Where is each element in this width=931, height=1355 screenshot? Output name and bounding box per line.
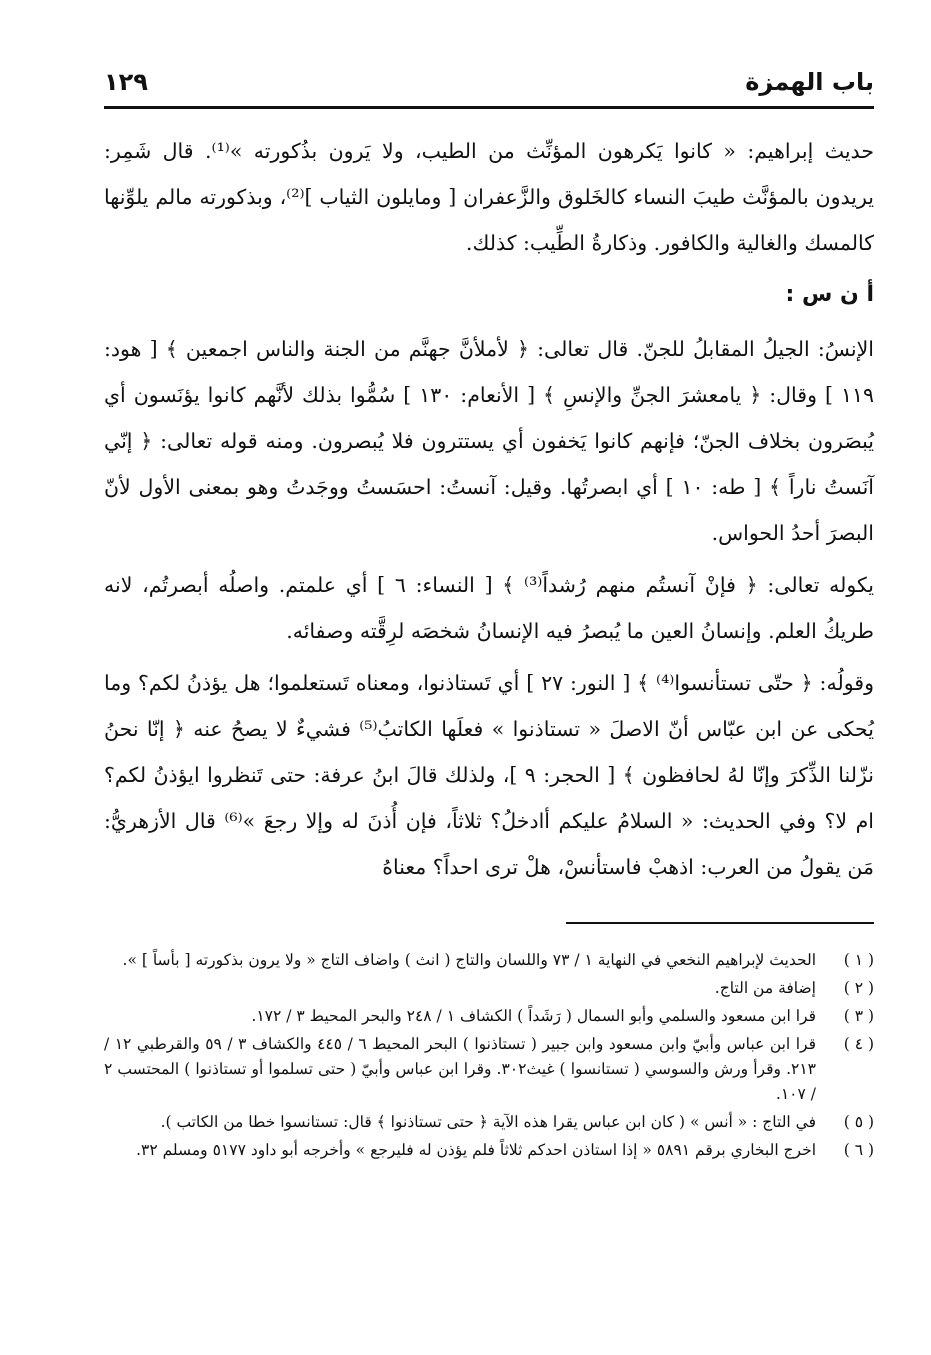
paragraph-1: حديث إبراهيم: « كانوا يَكرهون المؤنِّث من الطيب، ولا يَرون بذُكورته »⁽¹⁾. قال شَمِر: يريدون بالمؤنَّث طيبَ النساء كالخَلوق والزَّعفران [ ومايلون الثياب ]⁽²⁾، وبذكورته مالم يلوِّنها كالمسك والغالية والكافور. وذكارةُ الطِّيب: كذلك. [104, 139, 874, 255]
footnotes [104, 948, 874, 1166]
footnote-number: ( ٥ ) [843, 1113, 874, 1131]
main-text [104, 128, 874, 896]
footnote [104, 1004, 874, 1029]
footnote-number: ( ٣ ) [843, 1007, 874, 1025]
footnote [104, 948, 874, 973]
paragraph-3: يكوله تعالى: ﴿ فإنْ آنستُم منهم رُشداً⁽³⁾ ﴾ [ النساء: ٦ ] أي علمتم. واصلُه أبصرتُم، لانه طريكُ العلم. وإنسانُ العين ما يُبصرُ فيه الإنسانُ شخصَه لرِقَّته وصفائه. [104, 573, 874, 643]
footnote-number: ( ٦ ) [843, 1141, 874, 1159]
section-heading: أ ن س : [785, 282, 874, 307]
footnote-text: قرا ابن عباس وأبيّ وابن مسعود وابن جبير ( تستاذنوا ) البحر المحيط ٦ / ٤٤٥ والكشاف ٣ / ٥٩ والقرطبي ١٢ / ٢١٣. وقرأ ورش والسوسي ( تستانسوا ) غيث٣٠٢. وقرا ابن عباس وأبيّ ( حتى تسلموا أو تستاذنوا ) المحتسب ٢ / ١٠٧. [104, 1035, 816, 1103]
page-number: ١٢٩ [104, 68, 148, 96]
footnote [104, 1032, 874, 1107]
footnote-text: في التاج : « أنس » ( كان ابن عباس يقرا هذه الآية ﴿ حتى تستاذنوا ﴾ قال: تستانسوا خطا من الكاتب ). [160, 1113, 816, 1131]
paragraph-2: الإنسُ: الجيلُ المقابلُ للجنّ. قال تعالى: ﴿ لأملأنَّ جهنَّم من الجنة والناس اجمعين ﴾ [ هود: ١١٩ ] وقال: ﴿ يامعشرَ الجنِّ والإنسِ ﴾ [ الأنعام: ١٣٠ ] سُمُّوا بذلك لأنَّهم كانوا يؤنَسون أي يُبصَرون بخلاف الجنّ؛ فإنهم كانوا يَخفون أي يستترون فلا يُبصرون. ومنه قوله تعالى: ﴿ إنّي آنَستُ ناراً ﴾ [ طه: ١٠ ] أي ابصرتُها. وقيل: آنستُ: احسَستُ ووجَدتُ وهو بمعنى الأول لأنّ البصرَ أحدُ الحواس. [104, 337, 875, 545]
footnote-text: الحديث لإبراهيم النخعي في النهاية ١ / ٧٣ واللسان والتاج ( انث ) واضاف التاج « ولا يرون بذكورته [ بأساً ] ». [122, 951, 816, 969]
header-rule [104, 106, 874, 109]
footnote-text: إضافة من التاج. [714, 979, 816, 997]
footnote-rule [566, 922, 874, 924]
footnote-number: ( ١ ) [843, 951, 874, 969]
footnote-text: قرا ابن مسعود والسلمي وأبو السمال ( رَشَداً ) الكشاف ١ / ٢٤٨ والبحر المحيط ٣ / ١٧٢. [251, 1007, 816, 1025]
chapter-title: باب الهمزة [745, 68, 874, 96]
paragraph-4: وقولُه: ﴿ حتّى تستأنسوا⁽⁴⁾ ﴾ [ النور: ٢٧ ] أي تَستاذنوا، ومعناه تَستعلموا؛ هل يؤذنُ لكم؟ وما يُحكى عن ابن عبّاس أنّ الاصلَ « تستاذنوا » فعلَها الكاتبُ⁽⁵⁾ فشيءٌ لا يصحُ عنه ﴿ إنّا نحنُ نزّلنا الذِّكرَ وإنّا لهُ لحافظون ﴾ [ الحجر: ٩ ]، ولذلك قالَ ابنُ عرفة: حتى تَنظروا ايؤذنُ لكم؟ ام لا؟ وفي الحديث: « السلامُ عليكم أادخلُ؟ ثلاثاً، فإن أُذنَ له وإلا رجعَ »⁽⁶⁾ قال الأزهريُّ: مَن يقولُ من العرب: اذهبْ فاستأنسْ، هلْ ترى احداً؟ معناهُ [104, 671, 874, 879]
footnote-number: ( ٢ ) [843, 979, 874, 997]
footnote [104, 1110, 874, 1135]
page-header [104, 62, 874, 112]
footnote [104, 1138, 874, 1163]
footnote-text: اخرج البخاري برقم ٥٨٩١ « إذا استاذن احدكم ثلاثاً فلم يؤذن له فليرجع » وأخرجه أبو داود ٥١٧٧ ومسلم ٣٢. [136, 1141, 816, 1159]
footnote-number: ( ٤ ) [843, 1035, 874, 1053]
footnote [104, 976, 874, 1001]
